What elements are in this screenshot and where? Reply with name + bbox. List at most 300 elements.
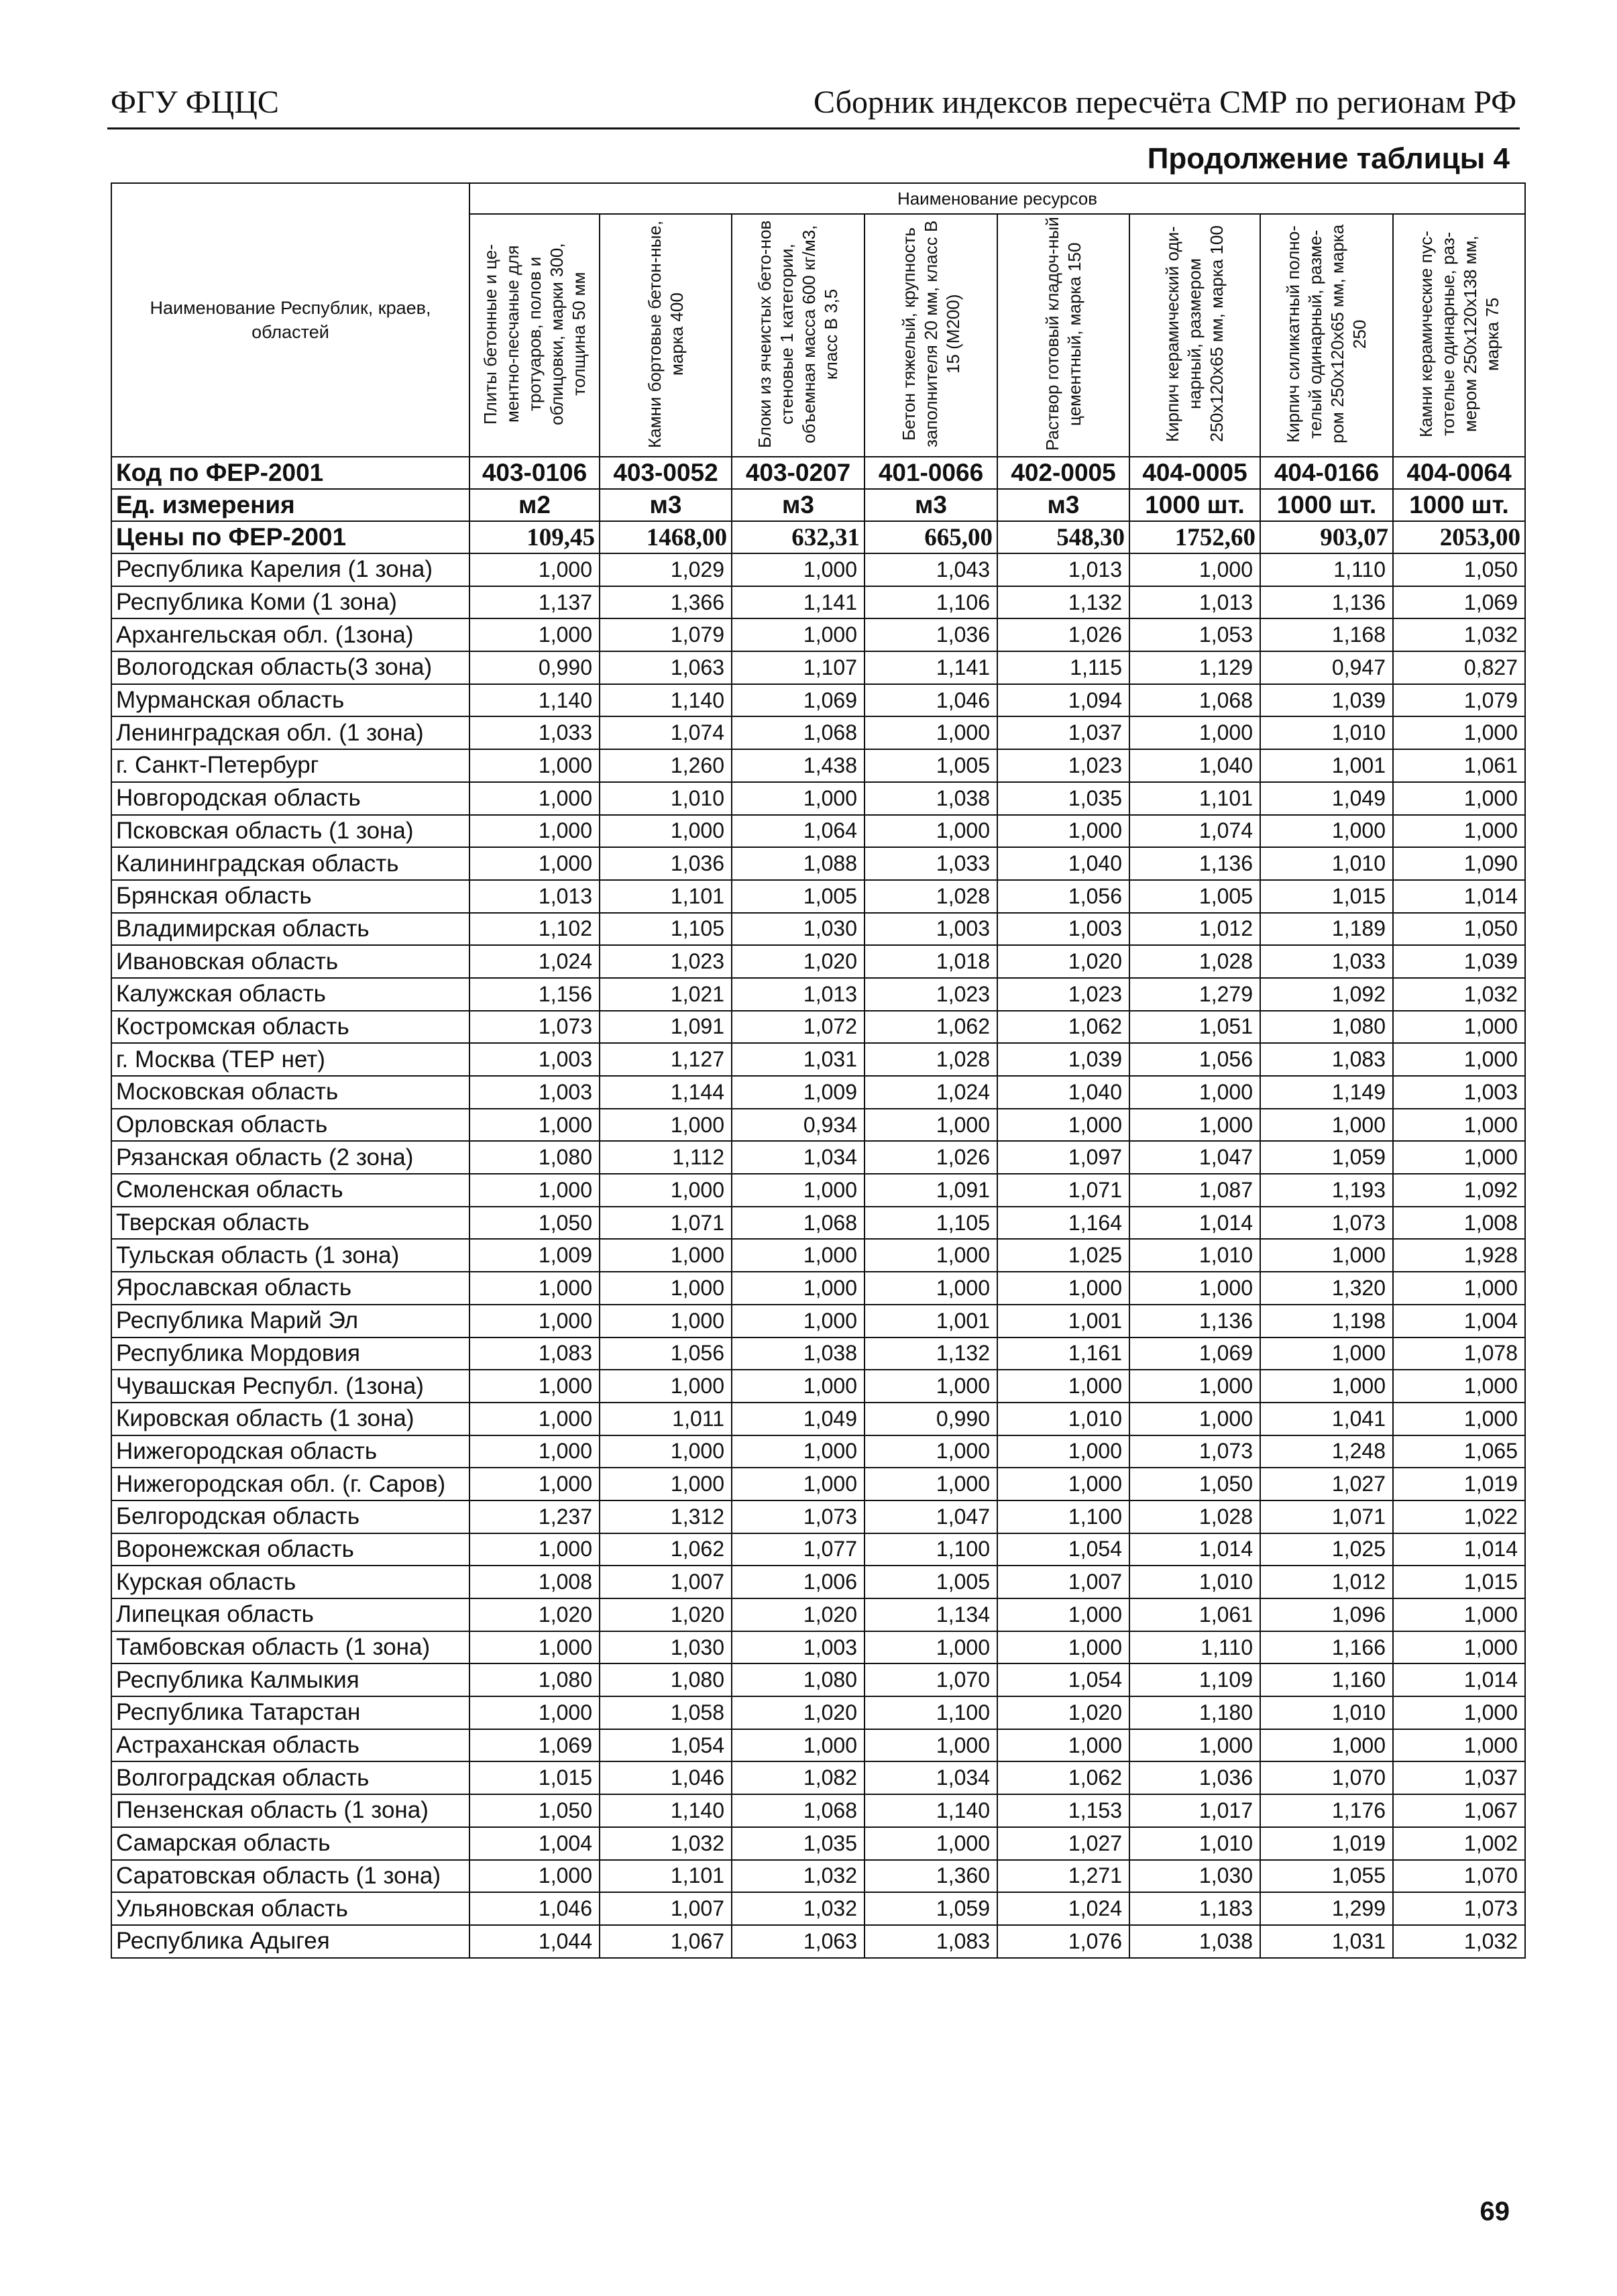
region-name-cell: Нижегородская область <box>111 1435 469 1468</box>
region-column-header: Наименование Республик, краев, областей <box>111 183 469 457</box>
index-value-cell: 1,164 <box>997 1207 1129 1240</box>
index-value-cell: 1,047 <box>1129 1141 1260 1174</box>
price-cell: 1752,60 <box>1129 521 1260 553</box>
index-value-cell: 1,074 <box>1129 815 1260 848</box>
index-value-cell: 1,064 <box>732 815 865 848</box>
index-value-cell: 1,036 <box>865 618 997 651</box>
index-value-cell: 1,000 <box>1393 1696 1525 1729</box>
index-value-cell: 1,000 <box>469 815 600 848</box>
region-name-cell: Новгородская область <box>111 782 469 815</box>
index-value-cell: 1,071 <box>997 1174 1129 1207</box>
index-value-cell: 1,000 <box>732 1729 865 1762</box>
index-value-cell: 1,000 <box>865 716 997 749</box>
index-value-cell: 1,166 <box>1260 1631 1393 1664</box>
index-value-cell: 1,198 <box>1260 1305 1393 1337</box>
index-value-cell: 1,000 <box>469 1370 600 1403</box>
index-value-cell: 1,028 <box>1129 1500 1260 1533</box>
region-name-cell: Архангельская обл. (1зона) <box>111 618 469 651</box>
region-name-cell: Калужская область <box>111 978 469 1011</box>
index-value-cell: 1,069 <box>469 1729 600 1762</box>
index-value-cell: 1,067 <box>600 1925 732 1958</box>
index-value-cell: 1,000 <box>1129 716 1260 749</box>
index-value-cell: 1,005 <box>1129 880 1260 913</box>
region-name-cell: Астраханская область <box>111 1729 469 1762</box>
index-value-cell: 1,000 <box>865 815 997 848</box>
index-value-cell: 1,000 <box>469 1860 600 1893</box>
index-value-cell: 1,115 <box>997 651 1129 684</box>
index-value-cell: 1,035 <box>997 782 1129 815</box>
index-value-cell: 1,017 <box>1129 1794 1260 1827</box>
index-value-cell: 1,005 <box>732 880 865 913</box>
index-value-cell: 1,003 <box>1393 1076 1525 1109</box>
index-value-cell: 1,069 <box>732 684 865 717</box>
unit-label: Ед. измерения <box>111 489 469 521</box>
price-cell: 632,31 <box>732 521 865 553</box>
index-value-cell: 1,076 <box>997 1925 1129 1958</box>
index-value-cell: 1,132 <box>997 586 1129 619</box>
index-value-cell: 1,000 <box>1129 553 1260 586</box>
index-value-cell: 1,000 <box>732 1435 865 1468</box>
region-name-cell: Республика Адыгея <box>111 1925 469 1958</box>
index-value-cell: 1,083 <box>1260 1043 1393 1076</box>
index-value-cell: 1,000 <box>469 1631 600 1664</box>
index-value-cell: 1,000 <box>865 1729 997 1762</box>
index-value-cell: 1,083 <box>865 1925 997 1958</box>
index-value-cell: 1,068 <box>732 1207 865 1240</box>
index-value-cell: 0,827 <box>1393 651 1525 684</box>
header-rule <box>107 127 1520 129</box>
index-value-cell: 1,140 <box>469 684 600 717</box>
index-value-cell: 1,072 <box>732 1011 865 1044</box>
region-name-cell: г. Москва (ТЕР нет) <box>111 1043 469 1076</box>
index-value-cell: 1,000 <box>1393 815 1525 848</box>
index-value-cell: 1,090 <box>1393 847 1525 880</box>
region-name-cell: Ярославская область <box>111 1272 469 1305</box>
index-value-cell: 1,015 <box>1260 880 1393 913</box>
index-value-cell: 1,032 <box>1393 618 1525 651</box>
index-value-cell: 1,000 <box>1129 1076 1260 1109</box>
index-value-cell: 1,237 <box>469 1500 600 1533</box>
resource-column-header <box>600 214 732 457</box>
index-value-cell: 1,059 <box>1260 1141 1393 1174</box>
index-value-cell: 1,000 <box>865 1435 997 1468</box>
region-name-cell: Чувашская Республ. (1зона) <box>111 1370 469 1403</box>
index-value-cell: 1,032 <box>1393 978 1525 1011</box>
index-value-cell: 1,438 <box>732 749 865 782</box>
index-value-cell: 1,005 <box>865 1566 997 1598</box>
index-value-cell: 1,005 <box>865 749 997 782</box>
region-name-cell: Рязанская область (2 зона) <box>111 1141 469 1174</box>
index-value-cell: 1,062 <box>997 1761 1129 1794</box>
price-cell: 903,07 <box>1260 521 1393 553</box>
index-value-cell: 1,073 <box>1260 1207 1393 1240</box>
resource-column-header-text: Кирпич керамический оди-нарный, размером 250х120х65 мм, марка 100 <box>1162 225 1227 442</box>
unit-cell: м3 <box>732 489 865 521</box>
table-row <box>111 782 1525 815</box>
index-value-cell: 1,000 <box>600 1239 732 1272</box>
resource-code-cell: 404-0166 <box>1260 457 1393 489</box>
table-row <box>111 553 1525 586</box>
index-value-cell: 1,010 <box>1260 716 1393 749</box>
index-value-cell: 1,073 <box>1393 1892 1525 1925</box>
index-value-cell: 1,132 <box>865 1337 997 1370</box>
index-value-cell: 1,193 <box>1260 1174 1393 1207</box>
index-value-cell: 1,000 <box>1393 782 1525 815</box>
index-value-cell: 1,065 <box>1393 1435 1525 1468</box>
index-value-cell: 1,001 <box>865 1305 997 1337</box>
index-value-cell: 1,000 <box>600 1305 732 1337</box>
index-value-cell: 1,101 <box>1129 782 1260 815</box>
index-value-cell: 1,000 <box>997 1272 1129 1305</box>
index-value-cell: 1,000 <box>1260 1729 1393 1762</box>
index-value-cell: 1,046 <box>865 684 997 717</box>
index-value-cell: 1,039 <box>1260 684 1393 717</box>
table-row <box>111 1141 1525 1174</box>
region-name-cell: Ивановская область <box>111 945 469 978</box>
region-name-cell: Владимирская область <box>111 913 469 946</box>
table-row <box>111 1435 1525 1468</box>
table-row <box>111 749 1525 782</box>
index-value-cell: 1,034 <box>865 1761 997 1794</box>
index-value-cell: 1,000 <box>469 749 600 782</box>
index-value-cell: 1,040 <box>1129 749 1260 782</box>
price-cell: 665,00 <box>865 521 997 553</box>
index-value-cell: 1,014 <box>1129 1533 1260 1566</box>
code-row <box>111 457 1525 489</box>
index-value-cell: 1,050 <box>1129 1468 1260 1500</box>
table-row <box>111 913 1525 946</box>
index-value-cell: 1,033 <box>1260 945 1393 978</box>
index-value-cell: 1,078 <box>1393 1337 1525 1370</box>
index-value-cell: 1,068 <box>732 1794 865 1827</box>
index-value-cell: 1,059 <box>865 1892 997 1925</box>
index-value-cell: 1,105 <box>600 913 732 946</box>
index-value-cell: 1,000 <box>997 1598 1129 1631</box>
index-value-cell: 1,000 <box>865 1370 997 1403</box>
index-value-cell: 1,028 <box>1129 945 1260 978</box>
index-value-cell: 1,000 <box>997 1631 1129 1664</box>
index-value-cell: 1,110 <box>1260 553 1393 586</box>
resource-column-header <box>1393 214 1525 457</box>
index-value-cell: 1,000 <box>600 1435 732 1468</box>
index-value-cell: 1,014 <box>1393 1533 1525 1566</box>
index-value-cell: 1,010 <box>1129 1239 1260 1272</box>
region-name-cell: Псковская область (1 зона) <box>111 815 469 848</box>
index-value-cell: 1,010 <box>1129 1827 1260 1860</box>
index-value-cell: 1,100 <box>997 1500 1129 1533</box>
index-value-cell: 1,014 <box>1393 880 1525 913</box>
index-value-cell: 1,000 <box>600 1468 732 1500</box>
header-left-org: ФГУ ФЦЦС <box>111 85 279 120</box>
index-value-cell: 1,000 <box>1129 1109 1260 1142</box>
table-row <box>111 1892 1525 1925</box>
index-value-cell: 1,032 <box>732 1892 865 1925</box>
region-name-cell: Республика Марий Эл <box>111 1305 469 1337</box>
index-value-cell: 1,001 <box>997 1305 1129 1337</box>
index-value-cell: 1,271 <box>997 1860 1129 1893</box>
index-value-cell: 1,149 <box>1260 1076 1393 1109</box>
index-value-cell: 1,000 <box>1393 1011 1525 1044</box>
table-row <box>111 618 1525 651</box>
resource-column-header <box>865 214 997 457</box>
index-value-cell: 1,000 <box>469 1305 600 1337</box>
index-value-cell: 1,141 <box>732 586 865 619</box>
index-value-cell: 1,110 <box>1129 1631 1260 1664</box>
index-value-cell: 1,000 <box>732 553 865 586</box>
region-name-cell: Республика Коми (1 зона) <box>111 586 469 619</box>
table-row <box>111 716 1525 749</box>
index-value-cell: 1,032 <box>732 1860 865 1893</box>
region-name-cell: Нижегородская обл. (г. Саров) <box>111 1468 469 1500</box>
index-value-cell: 1,000 <box>997 1468 1129 1500</box>
index-value-cell: 1,028 <box>865 880 997 913</box>
index-value-cell: 1,366 <box>600 586 732 619</box>
index-value-cell: 1,136 <box>1129 1305 1260 1337</box>
table-row <box>111 1663 1525 1696</box>
table-continuation-caption: Продолжение таблицы 4 <box>1147 142 1510 175</box>
index-value-cell: 1,006 <box>732 1566 865 1598</box>
index-value-cell: 1,062 <box>997 1011 1129 1044</box>
index-value-cell: 1,136 <box>1260 586 1393 619</box>
index-value-cell: 1,015 <box>1393 1566 1525 1598</box>
unit-cell: м2 <box>469 489 600 521</box>
region-name-cell: Смоленская область <box>111 1174 469 1207</box>
index-value-cell: 1,008 <box>1393 1207 1525 1240</box>
index-value-cell: 1,000 <box>469 782 600 815</box>
index-value-cell: 1,010 <box>600 782 732 815</box>
table-row <box>111 684 1525 717</box>
index-value-cell: 1,091 <box>600 1011 732 1044</box>
table-row <box>111 1729 1525 1762</box>
index-value-cell: 1,000 <box>1393 1370 1525 1403</box>
resource-column-header-text: Раствор готовый кладоч-ный цементный, марка 150 <box>1042 217 1084 451</box>
table-row <box>111 1043 1525 1076</box>
region-name-cell: Ленинградская обл. (1 зона) <box>111 716 469 749</box>
index-value-cell: 1,000 <box>600 1272 732 1305</box>
index-value-cell: 1,043 <box>865 553 997 586</box>
index-value-cell: 1,000 <box>1129 1370 1260 1403</box>
index-value-cell: 1,320 <box>1260 1272 1393 1305</box>
region-name-cell: Орловская область <box>111 1109 469 1142</box>
index-value-cell: 1,023 <box>600 945 732 978</box>
index-value-cell: 1,013 <box>1129 586 1260 619</box>
index-value-cell: 1,033 <box>469 716 600 749</box>
index-value-cell: 1,020 <box>732 1598 865 1631</box>
index-value-cell: 1,260 <box>600 749 732 782</box>
index-value-cell: 0,990 <box>469 651 600 684</box>
index-value-cell: 1,004 <box>469 1827 600 1860</box>
resource-column-header <box>1260 214 1393 457</box>
index-value-cell: 1,248 <box>1260 1435 1393 1468</box>
price-cell: 2053,00 <box>1393 521 1525 553</box>
index-value-cell: 1,049 <box>1260 782 1393 815</box>
table-row <box>111 1860 1525 1893</box>
index-value-cell: 1,000 <box>1129 1729 1260 1762</box>
index-value-cell: 1,097 <box>997 1141 1129 1174</box>
index-value-cell: 1,176 <box>1260 1794 1393 1827</box>
resource-column-header-text: Камни керамические пус-тотелые одинарные, раз-мером 250х120х138 мм, марка 75 <box>1415 230 1502 437</box>
resource-column-header <box>469 214 600 457</box>
index-value-cell: 1,010 <box>1260 1696 1393 1729</box>
index-value-cell: 1,000 <box>1260 1370 1393 1403</box>
index-value-cell: 1,070 <box>1260 1761 1393 1794</box>
index-value-cell: 1,000 <box>732 1174 865 1207</box>
index-value-cell: 1,127 <box>600 1043 732 1076</box>
index-value-cell: 1,083 <box>469 1337 600 1370</box>
index-value-cell: 1,055 <box>1260 1860 1393 1893</box>
table-row <box>111 1370 1525 1403</box>
index-value-cell: 1,077 <box>732 1533 865 1566</box>
index-value-cell: 1,009 <box>732 1076 865 1109</box>
index-value-cell: 1,021 <box>600 978 732 1011</box>
index-value-cell: 1,000 <box>600 1109 732 1142</box>
region-name-cell: Калининградская область <box>111 847 469 880</box>
index-value-cell: 1,136 <box>1129 847 1260 880</box>
region-name-cell: Самарская область <box>111 1827 469 1860</box>
index-value-cell: 1,000 <box>732 1272 865 1305</box>
index-value-cell: 1,020 <box>732 1696 865 1729</box>
index-value-cell: 1,029 <box>600 553 732 586</box>
table-row <box>111 847 1525 880</box>
index-value-cell: 1,027 <box>997 1827 1129 1860</box>
index-value-cell: 1,000 <box>600 1174 732 1207</box>
index-value-cell: 1,007 <box>600 1566 732 1598</box>
index-value-cell: 1,092 <box>1393 1174 1525 1207</box>
index-value-cell: 1,054 <box>997 1663 1129 1696</box>
unit-row <box>111 489 1525 521</box>
index-value-cell: 1,023 <box>865 978 997 1011</box>
index-value-cell: 1,020 <box>997 1696 1129 1729</box>
price-label: Цены по ФЕР-2001 <box>111 521 469 553</box>
index-value-cell: 1,129 <box>1129 651 1260 684</box>
index-value-cell: 1,140 <box>865 1794 997 1827</box>
index-value-cell: 1,000 <box>1129 1403 1260 1435</box>
table-row <box>111 1272 1525 1305</box>
index-value-cell: 1,058 <box>600 1696 732 1729</box>
index-value-cell: 1,189 <box>1260 913 1393 946</box>
resource-column-header-text: Кирпич силикатный полно-телый одинарный, разме-ром 250х120х65 мм, марка 250 <box>1283 224 1370 443</box>
index-value-cell: 1,061 <box>1393 749 1525 782</box>
index-value-cell: 1,024 <box>469 945 600 978</box>
unit-cell: 1000 шт. <box>1129 489 1260 521</box>
index-value-cell: 1,040 <box>997 847 1129 880</box>
index-value-cell: 1,000 <box>469 1109 600 1142</box>
index-value-cell: 1,074 <box>600 716 732 749</box>
resource-code-cell: 402-0005 <box>997 457 1129 489</box>
index-value-cell: 1,044 <box>469 1925 600 1958</box>
region-name-cell: Саратовская область (1 зона) <box>111 1860 469 1893</box>
index-value-cell: 1,050 <box>1393 913 1525 946</box>
index-value-cell: 1,013 <box>997 553 1129 586</box>
resource-code-cell: 403-0052 <box>600 457 732 489</box>
index-value-cell: 1,080 <box>1260 1011 1393 1044</box>
index-value-cell: 1,070 <box>865 1663 997 1696</box>
region-name-cell: Московская область <box>111 1076 469 1109</box>
index-value-cell: 1,037 <box>997 716 1129 749</box>
table-row <box>111 1403 1525 1435</box>
index-value-cell: 1,000 <box>469 847 600 880</box>
index-value-cell: 1,008 <box>469 1566 600 1598</box>
region-name-cell: Кировская область (1 зона) <box>111 1403 469 1435</box>
index-value-cell: 1,000 <box>732 1239 865 1272</box>
index-value-cell: 1,073 <box>469 1011 600 1044</box>
index-value-cell: 1,014 <box>1393 1663 1525 1696</box>
index-value-cell: 1,070 <box>1393 1860 1525 1893</box>
index-value-cell: 1,000 <box>1393 1043 1525 1076</box>
region-name-cell: Ульяновская область <box>111 1892 469 1925</box>
index-value-cell: 1,069 <box>1129 1337 1260 1370</box>
index-value-cell: 1,047 <box>865 1500 997 1533</box>
index-value-cell: 1,041 <box>1260 1403 1393 1435</box>
resource-column-header <box>732 214 865 457</box>
index-value-cell: 1,001 <box>1260 749 1393 782</box>
index-value-cell: 1,000 <box>1393 1403 1525 1435</box>
index-value-cell: 1,056 <box>997 880 1129 913</box>
index-value-cell: 1,000 <box>469 553 600 586</box>
index-value-cell: 1,022 <box>1393 1500 1525 1533</box>
index-value-cell: 1,073 <box>732 1500 865 1533</box>
index-value-cell: 1,039 <box>1393 945 1525 978</box>
index-value-cell: 1,030 <box>1129 1860 1260 1893</box>
index-value-cell: 1,080 <box>732 1663 865 1696</box>
region-name-cell: Республика Карелия (1 зона) <box>111 553 469 586</box>
index-value-cell: 1,013 <box>732 978 865 1011</box>
index-value-cell: 1,046 <box>469 1892 600 1925</box>
index-value-cell: 1,012 <box>1260 1566 1393 1598</box>
table-row <box>111 1794 1525 1827</box>
index-value-cell: 1,068 <box>1129 684 1260 717</box>
index-value-cell: 1,106 <box>865 586 997 619</box>
resource-code-cell: 403-0106 <box>469 457 600 489</box>
index-value-cell: 1,000 <box>1260 1109 1393 1142</box>
region-name-cell: Белгородская область <box>111 1500 469 1533</box>
index-value-cell: 1,010 <box>1260 847 1393 880</box>
index-value-cell: 1,140 <box>600 1794 732 1827</box>
unit-cell: 1000 шт. <box>1260 489 1393 521</box>
index-value-cell: 1,024 <box>865 1076 997 1109</box>
index-value-cell: 1,024 <box>997 1892 1129 1925</box>
index-value-cell: 1,080 <box>469 1141 600 1174</box>
region-name-cell: г. Санкт-Петербург <box>111 749 469 782</box>
index-value-cell: 1,025 <box>1260 1533 1393 1566</box>
table-row <box>111 978 1525 1011</box>
table-row <box>111 815 1525 848</box>
index-value-cell: 1,000 <box>732 1468 865 1500</box>
index-value-cell: 1,003 <box>732 1631 865 1664</box>
price-cell: 1468,00 <box>600 521 732 553</box>
index-value-cell: 1,019 <box>1393 1468 1525 1500</box>
resource-code-cell: 403-0207 <box>732 457 865 489</box>
region-name-cell: Тамбовская область (1 зона) <box>111 1631 469 1664</box>
index-value-cell: 1,003 <box>469 1076 600 1109</box>
index-value-cell: 1,054 <box>600 1729 732 1762</box>
index-value-cell: 1,153 <box>997 1794 1129 1827</box>
table-row <box>111 1011 1525 1044</box>
unit-cell: м3 <box>600 489 732 521</box>
region-name-cell: Вологодская область(3 зона) <box>111 651 469 684</box>
index-value-cell: 1,038 <box>1129 1925 1260 1958</box>
index-value-cell: 1,000 <box>1393 1598 1525 1631</box>
index-value-cell: 1,000 <box>865 1631 997 1664</box>
region-name-cell: Курская область <box>111 1566 469 1598</box>
unit-cell: 1000 шт. <box>1393 489 1525 521</box>
index-value-cell: 1,071 <box>600 1207 732 1240</box>
index-value-cell: 1,000 <box>1393 1109 1525 1142</box>
index-value-cell: 1,068 <box>732 716 865 749</box>
table-row <box>111 1533 1525 1566</box>
resource-code-cell: 404-0005 <box>1129 457 1260 489</box>
index-value-cell: 1,000 <box>469 1468 600 1500</box>
